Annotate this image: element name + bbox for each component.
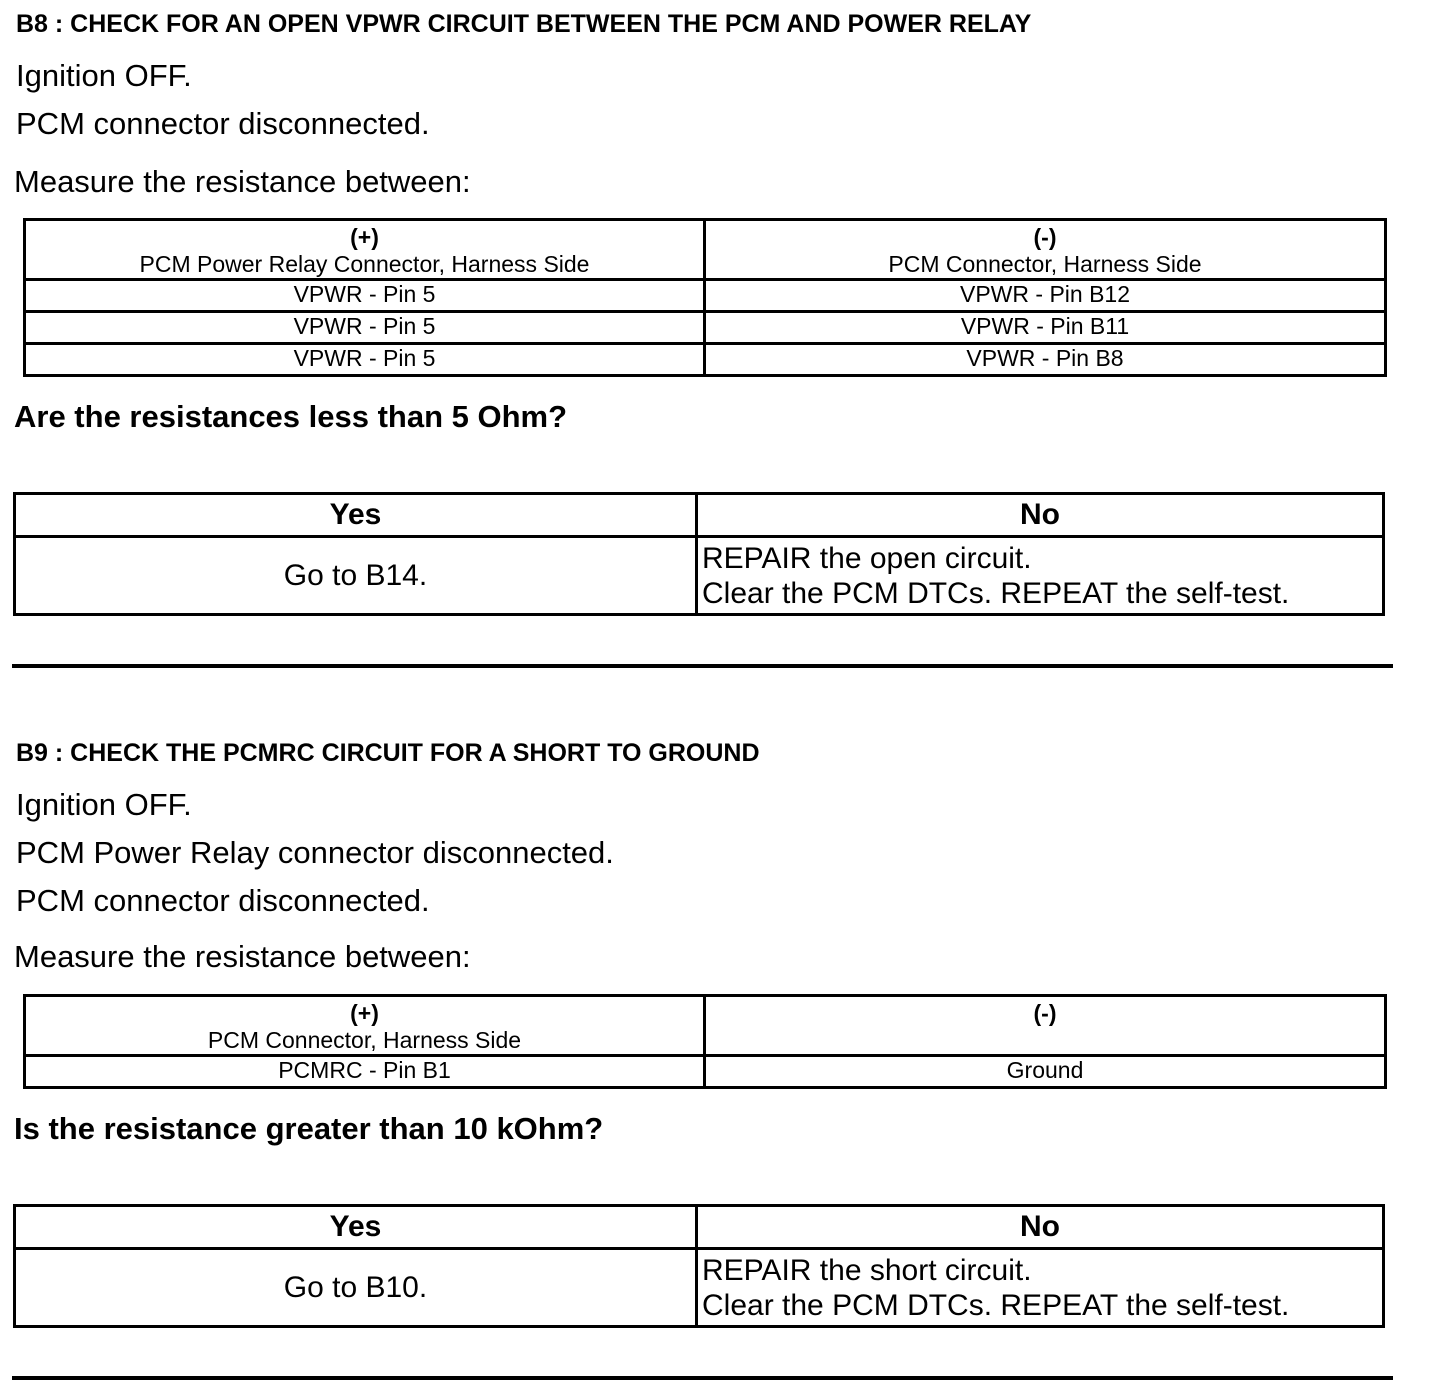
b8-question: Are the resistances less than 5 Ohm? xyxy=(14,399,568,434)
no-action-line: Clear the PCM DTCs. REPEAT the self-test. xyxy=(702,576,1290,610)
b9-condition-power-relay: PCM Power Relay connector disconnected. xyxy=(16,835,614,870)
table-row xyxy=(25,312,1386,344)
b9-condition-pcm-connector: PCM connector disconnected. xyxy=(16,883,430,918)
b8-measure-prompt: Measure the resistance between: xyxy=(14,164,471,199)
table-header-row xyxy=(25,996,1386,1056)
minus-pin: VPWR - Pin B11 xyxy=(705,312,1386,344)
no-header: No xyxy=(697,1206,1384,1249)
minus-symbol: (-) xyxy=(1033,224,1057,250)
plus-pin: VPWR - Pin 5 xyxy=(25,344,705,376)
result-row xyxy=(15,1249,1384,1327)
b9-condition-ignition: Ignition OFF. xyxy=(16,787,192,822)
yes-header: Yes xyxy=(15,1206,697,1249)
plus-label: PCM Power Relay Connector, Harness Side xyxy=(139,251,590,277)
b8-condition-ignition: Ignition OFF. xyxy=(16,58,192,93)
b9-heading: B9 : CHECK THE PCMRC CIRCUIT FOR A SHORT TO GROUND xyxy=(16,739,760,767)
result-header-row xyxy=(15,1206,1384,1249)
minus-pin: Ground xyxy=(705,1056,1386,1088)
minus-symbol: (-) xyxy=(1033,1000,1057,1026)
plus-header xyxy=(25,996,705,1056)
result-row xyxy=(15,537,1384,615)
minus-header xyxy=(705,220,1386,280)
plus-symbol: (+) xyxy=(350,224,379,250)
b8-result-table xyxy=(13,492,1385,616)
plus-pin: PCMRC - Pin B1 xyxy=(25,1056,705,1088)
no-action-line: REPAIR the open circuit. xyxy=(702,541,1032,575)
b9-measure-prompt: Measure the resistance between: xyxy=(14,939,471,974)
result-header-row xyxy=(15,494,1384,537)
minus-pin: VPWR - Pin B8 xyxy=(705,344,1386,376)
b8-measurement-table xyxy=(23,218,1387,377)
minus-label: PCM Connector, Harness Side xyxy=(888,251,1202,277)
yes-header: Yes xyxy=(15,494,697,537)
table-row xyxy=(25,1056,1386,1088)
minus-pin: VPWR - Pin B12 xyxy=(705,280,1386,312)
b9-question: Is the resistance greater than 10 kOhm? xyxy=(14,1111,604,1146)
plus-symbol: (+) xyxy=(350,1000,379,1026)
no-action-line: Clear the PCM DTCs. REPEAT the self-test. xyxy=(702,1288,1290,1322)
no-action xyxy=(697,537,1384,615)
no-header: No xyxy=(697,494,1384,537)
table-row xyxy=(25,280,1386,312)
no-action xyxy=(697,1249,1384,1327)
b9-result-table xyxy=(13,1204,1385,1328)
b8-heading: B8 : CHECK FOR AN OPEN VPWR CIRCUIT BETWEEN THE PCM AND POWER RELAY xyxy=(16,10,1032,38)
table-header-row xyxy=(25,220,1386,280)
b8-condition-pcm-connector: PCM connector disconnected. xyxy=(16,106,430,141)
minus-header xyxy=(705,996,1386,1056)
plus-label: PCM Connector, Harness Side xyxy=(207,1027,522,1053)
table-row xyxy=(25,344,1386,376)
plus-pin: VPWR - Pin 5 xyxy=(25,280,705,312)
section-divider xyxy=(12,1376,1393,1380)
yes-action: Go to B10. xyxy=(15,1249,697,1327)
no-action-line: REPAIR the short circuit. xyxy=(702,1253,1032,1287)
yes-action: Go to B14. xyxy=(15,537,697,615)
b9-measurement-table xyxy=(23,994,1387,1089)
plus-header xyxy=(25,220,705,280)
plus-pin: VPWR - Pin 5 xyxy=(25,312,705,344)
section-divider xyxy=(12,664,1393,668)
